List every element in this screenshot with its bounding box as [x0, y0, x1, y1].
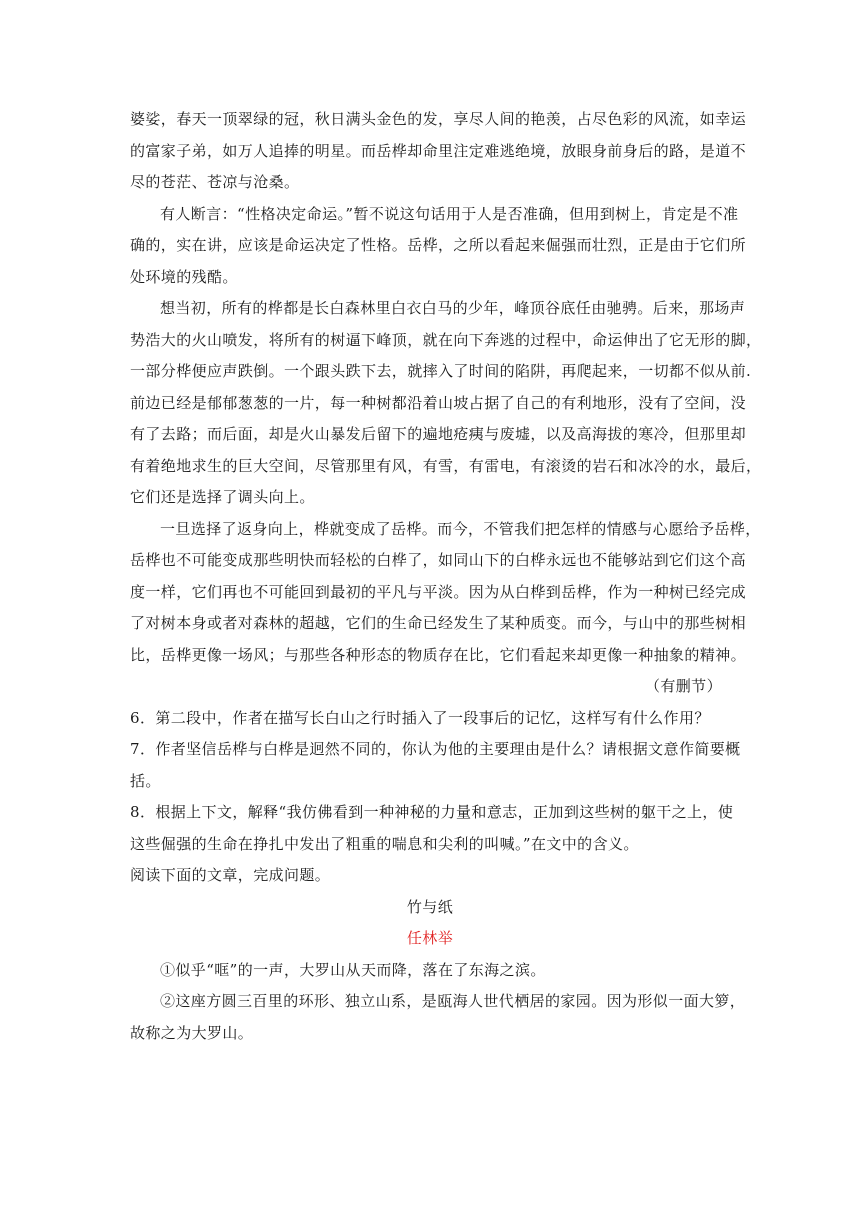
text-line: 势浩大的火山喷发，将所有的树逼下峰顶，就在向下奔逃的过程中，命运伸出了它无形的脚， [130, 330, 762, 349]
text-line: 有着绝地求生的巨大空间，尽管那里有风，有雪，有雷电，有滚烫的岩石和冰冷的水，最后， [130, 456, 762, 475]
document-page [130, 104, 762, 1049]
text-line: 了对树本身或者对森林的超越，它们的生命已经发生了某种质变。而今，与山中的那些树相 [130, 614, 747, 632]
passage-paragraph-3 [130, 293, 762, 514]
abridged-note: （有删节） [644, 677, 722, 695]
text-line: 前边已经是郁郁葱葱的一片，每一种树都沿着山坡占据了自己的有利地形，没有了空间，没 [130, 393, 747, 412]
text-line: 尽的苍茫、苍凉与沧桑。 [130, 173, 300, 191]
text-line: 的富家子弟，如万人追捧的明星。而岳桦却命里注定难逃绝境，放眼身前身后的路，是道不 [130, 141, 747, 160]
article-paragraph-2 [130, 986, 746, 1049]
passage-paragraph-4 [130, 514, 761, 672]
text-line: 故称之为大罗山。 [130, 1023, 254, 1042]
text-line: 有人断言：“性格决定命运。”暂不说这句话用于人是否准确，但用到树上，肯定是不准 [160, 204, 739, 223]
text-line: 一旦选择了返身向上，桦就变成了岳桦。而今，不管我们把怎样的情感与心愿给予岳桦， [160, 519, 761, 538]
text-line: 确的，实在讲，应该是命运决定了性格。岳桦，之所以看起来倔强而壮烈，正是由于它们所 [130, 236, 747, 254]
text-line: 它们还是选择了调头向上。 [130, 488, 315, 506]
reading-instruction: 阅读下面的文章，完成问题。 [130, 866, 331, 884]
passage-paragraph-1 [130, 104, 747, 199]
text-line: 比，岳桦更像一场风；与那些各种形态的物质存在比，它们看起来却更像一种抽象的精神。 [130, 645, 747, 664]
text-line: 7．作者坚信岳桦与白桦是迥然不同的，你认为他的主要理由是什么？请根据文意作简要概 [130, 740, 741, 758]
text-line: 6．第二段中，作者在描写长白山之行时插入了一段事后的记忆，这样写有什么作用？ [130, 708, 710, 727]
text-line: 括。 [130, 771, 161, 790]
text-line: 这些倔强的生命在挣扎中发出了粗重的喘息和尖利的叫喊。”在文中的含义。 [130, 834, 639, 853]
article-title: 竹与纸 [406, 897, 454, 916]
text-line: 有了去路；而后面，却是火山暴发后留下的遍地疮痍与废墟，以及高海拔的寒冷，但那里却 [130, 425, 747, 443]
text-line: 婆娑，春天一顶翠绿的冠，秋日满头金色的发，享尽人间的艳羡，占尽色彩的风流，如幸运 [130, 110, 747, 128]
article-paragraph-1 [130, 955, 730, 987]
text-line: ①似乎“哐”的一声，大罗山从天而降，落在了东海之滨。 [160, 960, 546, 979]
article-author: 任林举 [406, 929, 454, 947]
question-8 [130, 797, 734, 860]
passage-paragraph-2 [130, 199, 747, 294]
text-line: ②这座方圆三百里的环形、独立山系，是瓯海人世代栖居的家园。因为形似一面大箩， [160, 992, 746, 1010]
text-line: 处环境的残酷。 [130, 267, 238, 286]
text-line: 一部分桦便应声跌倒。一个跟头跌下去，就摔入了时间的陷阱，再爬起来，一切都不似从前. [130, 362, 752, 380]
text-line: 想当初，所有的桦都是长白森林里白衣白马的少年，峰顶谷底任由驰骋。后来，那场声 [160, 299, 746, 317]
text-line: 度一样，它们再也不可能回到最初的平凡与平淡。因为从白桦到岳桦，作为一种树已经完成 [130, 582, 747, 601]
text-line: 8．根据上下文，解释“我仿佛看到一种神秘的力量和意志，正加到这些树的躯干之上，使 [130, 803, 734, 821]
question-7 [130, 734, 741, 797]
text-line: 岳桦也不可能变成那些明快而轻松的白桦了，如同山下的白桦永远也不能够站到它们这个高 [130, 551, 747, 569]
question-6 [130, 703, 730, 735]
